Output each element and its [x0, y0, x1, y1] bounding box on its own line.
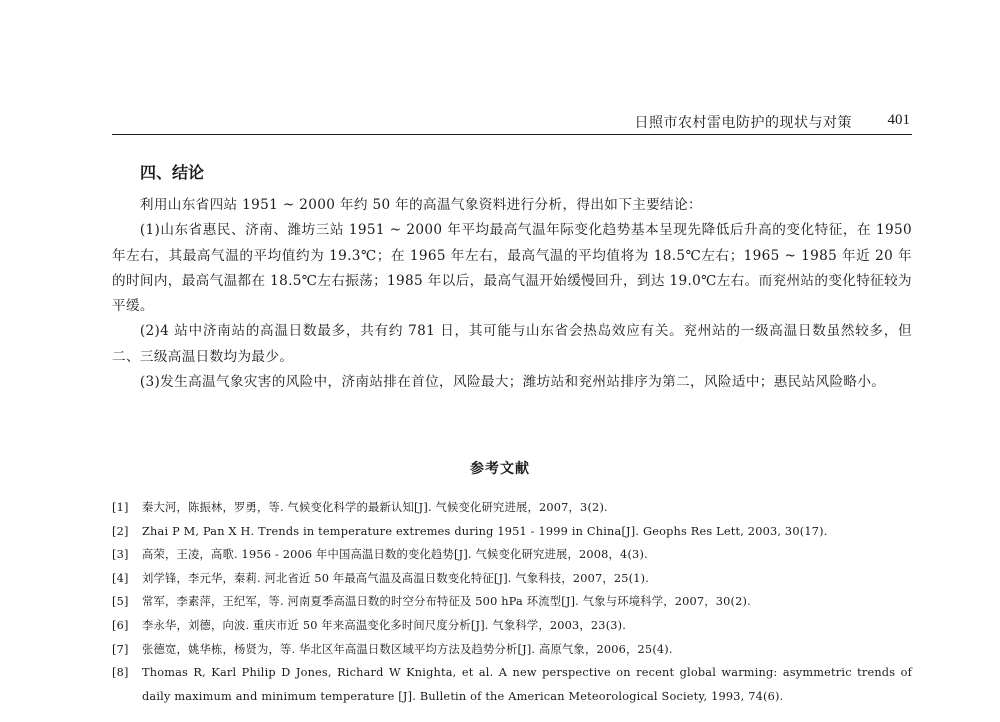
reference-number: [1] — [112, 501, 129, 514]
reference-item — [112, 520, 912, 544]
reference-item — [112, 567, 912, 591]
reference-item — [112, 661, 912, 708]
conclusion-body — [112, 193, 912, 395]
reference-number: [6] — [112, 618, 129, 632]
running-title: 日照市农村雷电防护的现状与对策 — [634, 115, 852, 131]
reference-number: [2] — [112, 524, 129, 538]
reference-text: 李永华，刘德，向波. 重庆市近 50 年来高温变化多时间尺度分析[J]. 气象科学，2003，23(3). — [142, 618, 627, 632]
references-heading: 参考文献 — [470, 461, 530, 477]
paragraph-conclusion-1: (1)山东省惠民、济南、潍坊三站 1951 ~ 2000 年平均最高气温年际变化趋势基本呈现先降低后升高的变化特征，在 1950 年左右，其最高气温的平均值约为 19.3℃；在 1965 年左右，最高气温的平均值将为 18.5℃左右；1965 ~ 1985 年近 20 年的时间内，最高气温都在 18.5℃左右振荡；1985 年以后，最高气温开始缓慢回升，到达 19.0℃左右。而兖州站的变化特征较为平缓。 — [112, 222, 912, 315]
reference-item — [112, 638, 912, 662]
reference-text: Thomas R, Karl Philip D Jones, Richard W Knighta, et al. A new perspective on recent global warming: asymmetric trends of daily maximum and minimum temperature [J]. Bulletin of the American Meteorological Society, 1993, 74(6). — [142, 666, 912, 703]
page-number: 401 — [887, 112, 910, 128]
reference-item — [112, 590, 912, 614]
reference-text: 刘学锋，李元华，秦莉. 河北省近 50 年最高气温及高温日数变化特征[J]. 气象科技，2007，25(1). — [142, 571, 650, 585]
reference-item — [112, 543, 912, 567]
reference-number: [8] — [112, 666, 129, 680]
reference-text: 高荣，王凌，高歌. 1956 - 2006 年中国高温日数的变化趋势[J]. 气候变化研究进展，2008，4(3). — [142, 548, 648, 562]
reference-item — [112, 614, 912, 638]
reference-number: [7] — [112, 642, 129, 656]
reference-text: 常军，李素萍，王纪军，等. 河南夏季高温日数的时空分布特征及 500 hPa 环流型[J]. 气象与环境科学，2007，30(2). — [142, 595, 751, 609]
running-header — [112, 110, 912, 135]
reference-text: 张德宽，姚华栋，杨贤为，等. 华北区年高温日数区域平均方法及趋势分析[J]. 高原气象，2006，25(4). — [142, 642, 673, 656]
section-heading: 四、结论 — [140, 163, 205, 182]
reference-number: [4] — [112, 571, 129, 585]
reference-item — [112, 496, 912, 520]
reference-text: Zhai P M, Pan X H. Trends in temperature extremes during 1951 - 1999 in China[J]. Geophs Res Lett, 2003, 30(17). — [142, 524, 828, 538]
reference-list — [112, 496, 912, 708]
paragraph-conclusion-3: (3)发生高温气象灾害的风险中，济南站排在首位，风险最大；潍坊站和兖州站排序为第二，风险适中；惠民站风险略小。 — [139, 374, 886, 391]
paragraph-conclusion-2: (2)4 站中济南站的高温日数最多，共有约 781 日，其可能与山东省会热岛效应有关。兖州站的一级高温日数虽然较多，但二、三级高温日数均为最少。 — [112, 323, 912, 365]
reference-text: 秦大河，陈振林，罗勇，等. 气候变化科学的最新认知[J]. 气候变化研究进展，2007，3(2). — [142, 501, 608, 514]
reference-number: [5] — [112, 595, 129, 609]
reference-number: [3] — [112, 548, 129, 562]
paragraph-intro: 利用山东省四站 1951 ~ 2000 年约 50 年的高温气象资料进行分析，得出如下主要结论： — [139, 197, 702, 213]
